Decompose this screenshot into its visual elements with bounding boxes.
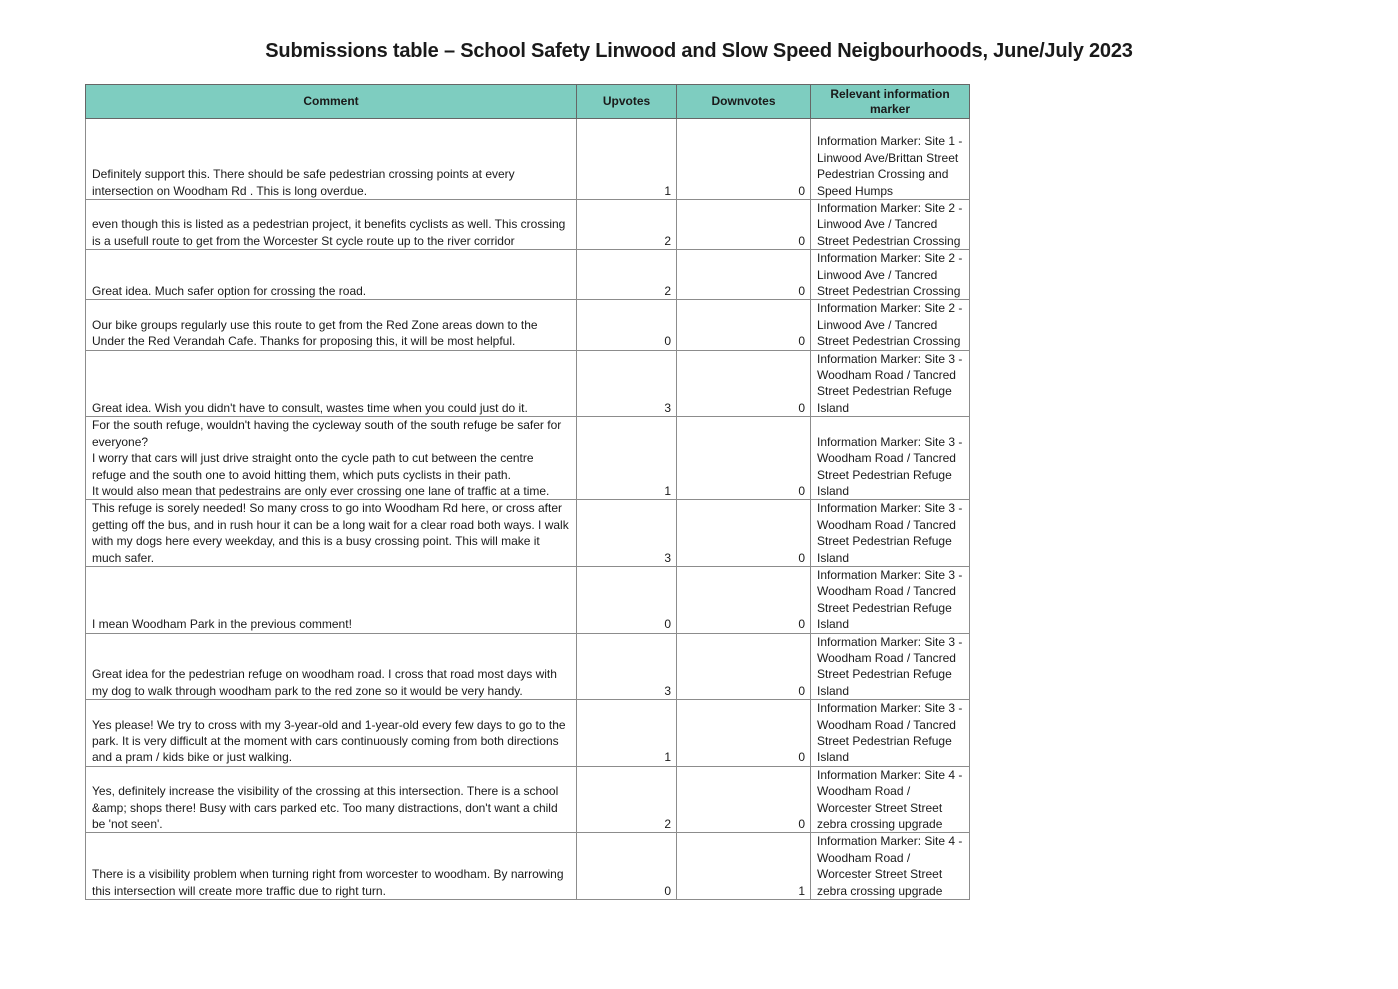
marker-cell: Information Marker: Site 2 - Linwood Ave / Tancred Street Pedestrian Crossing xyxy=(811,200,970,250)
upvotes-cell: 3 xyxy=(577,500,677,567)
comment-cell: For the south refuge, wouldn't having the cycleway south of the south refuge be safer for everyone? I worry that cars will just drive straight onto the cycle path to cut between the centre refuge and the south one to avoid hitting them, which puts cyclists in their path. It would also mean that pedestrains are only ever crossing one lane of traffic at a time. xyxy=(86,417,577,500)
upvotes-cell: 2 xyxy=(577,766,677,833)
comment-cell: There is a visibility problem when turning right from worcester to woodham. By narrowing this intersection will create more traffic due to right turn. xyxy=(86,833,577,900)
downvotes-cell: 0 xyxy=(677,250,811,300)
downvotes-cell: 0 xyxy=(677,700,811,767)
table-row xyxy=(86,350,970,417)
comment-cell: Great idea for the pedestrian refuge on woodham road. I cross that road most days with my dog to walk through woodham park to the red zone so it would be very handy. xyxy=(86,633,577,700)
table-body xyxy=(86,119,970,900)
table-row xyxy=(86,633,970,700)
marker-cell: Information Marker: Site 3 - Woodham Road / Tancred Street Pedestrian Refuge Island xyxy=(811,566,970,633)
table-header xyxy=(86,85,970,119)
upvotes-cell: 1 xyxy=(577,700,677,767)
submissions-table xyxy=(85,84,970,900)
downvotes-cell: 0 xyxy=(677,566,811,633)
upvotes-cell: 2 xyxy=(577,250,677,300)
comment-cell: Definitely support this. There should be safe pedestrian crossing points at every intersection on Woodham Rd . This is long overdue. xyxy=(86,119,577,200)
comment-cell: Yes please! We try to cross with my 3-year-old and 1-year-old every few days to go to the park. It is very difficult at the moment with cars continuously coming from both directions and a pram / kids bike or just walking. xyxy=(86,700,577,767)
downvotes-cell: 0 xyxy=(677,633,811,700)
comment-cell: I mean Woodham Park in the previous comment! xyxy=(86,566,577,633)
marker-cell: Information Marker: Site 4 - Woodham Road / Worcester Street Street zebra crossing upgrade xyxy=(811,833,970,900)
table-row xyxy=(86,500,970,567)
table-row xyxy=(86,833,970,900)
upvotes-cell: 3 xyxy=(577,633,677,700)
marker-cell: Information Marker: Site 1 - Linwood Ave/Brittan Street Pedestrian Crossing and Speed Humps xyxy=(811,119,970,200)
column-header-comment: Comment xyxy=(86,85,577,119)
marker-cell: Information Marker: Site 2 - Linwood Ave / Tancred Street Pedestrian Crossing xyxy=(811,250,970,300)
page-title: Submissions table – School Safety Linwood and Slow Speed Neigbourhoods, June/July 2023 xyxy=(265,40,1133,62)
table-row xyxy=(86,417,970,500)
marker-cell: Information Marker: Site 3 - Woodham Road / Tancred Street Pedestrian Refuge Island xyxy=(811,700,970,767)
upvotes-cell: 1 xyxy=(577,119,677,200)
marker-cell: Information Marker: Site 3 - Woodham Road / Tancred Street Pedestrian Refuge Island xyxy=(811,633,970,700)
downvotes-cell: 0 xyxy=(677,350,811,417)
downvotes-cell: 0 xyxy=(677,417,811,500)
downvotes-cell: 0 xyxy=(677,766,811,833)
table-row xyxy=(86,700,970,767)
table-row xyxy=(86,766,970,833)
downvotes-cell: 0 xyxy=(677,200,811,250)
downvotes-cell: 0 xyxy=(677,300,811,350)
upvotes-cell: 0 xyxy=(577,300,677,350)
marker-cell: Information Marker: Site 2 - Linwood Ave / Tancred Street Pedestrian Crossing xyxy=(811,300,970,350)
header-row xyxy=(86,85,970,119)
upvotes-cell: 3 xyxy=(577,350,677,417)
column-header-downvotes: Downvotes xyxy=(677,85,811,119)
downvotes-cell: 0 xyxy=(677,500,811,567)
table-row xyxy=(86,300,970,350)
upvotes-cell: 1 xyxy=(577,417,677,500)
table-row xyxy=(86,200,970,250)
column-header-upvotes: Upvotes xyxy=(577,85,677,119)
marker-cell: Information Marker: Site 3 - Woodham Road / Tancred Street Pedestrian Refuge Island xyxy=(811,500,970,567)
comment-cell: Great idea. Wish you didn't have to consult, wastes time when you could just do it. xyxy=(86,350,577,417)
upvotes-cell: 0 xyxy=(577,833,677,900)
comment-cell: even though this is listed as a pedestrian project, it benefits cyclists as well. This crossing is a usefull route to get from the Worcester St cycle route up to the river corridor xyxy=(86,200,577,250)
comment-cell: Great idea. Much safer option for crossing the road. xyxy=(86,250,577,300)
upvotes-cell: 2 xyxy=(577,200,677,250)
marker-cell: Information Marker: Site 3 - Woodham Road / Tancred Street Pedestrian Refuge Island xyxy=(811,350,970,417)
downvotes-cell: 1 xyxy=(677,833,811,900)
comment-cell: Our bike groups regularly use this route to get from the Red Zone areas down to the Under the Red Verandah Cafe. Thanks for proposing this, it will be most helpful. xyxy=(86,300,577,350)
marker-cell: Information Marker: Site 3 - Woodham Road / Tancred Street Pedestrian Refuge Island xyxy=(811,417,970,500)
comment-cell: This refuge is sorely needed! So many cross to go into Woodham Rd here, or cross after getting off the bus, and in rush hour it can be a long wait for a clear road both ways. I walk with my dogs here every weekday, and this is a busy crossing point. This will make it much safer. xyxy=(86,500,577,567)
column-header-marker: Relevant information marker xyxy=(811,85,970,119)
table-row xyxy=(86,119,970,200)
upvotes-cell: 0 xyxy=(577,566,677,633)
table-row xyxy=(86,566,970,633)
marker-cell: Information Marker: Site 4 - Woodham Road / Worcester Street Street zebra crossing upgrade xyxy=(811,766,970,833)
comment-cell: Yes, definitely increase the visibility of the crossing at this intersection. There is a school &amp; shops there! Busy with cars parked etc. Too many distractions, don't want a child be 'not seen'. xyxy=(86,766,577,833)
table-row xyxy=(86,250,970,300)
downvotes-cell: 0 xyxy=(677,119,811,200)
